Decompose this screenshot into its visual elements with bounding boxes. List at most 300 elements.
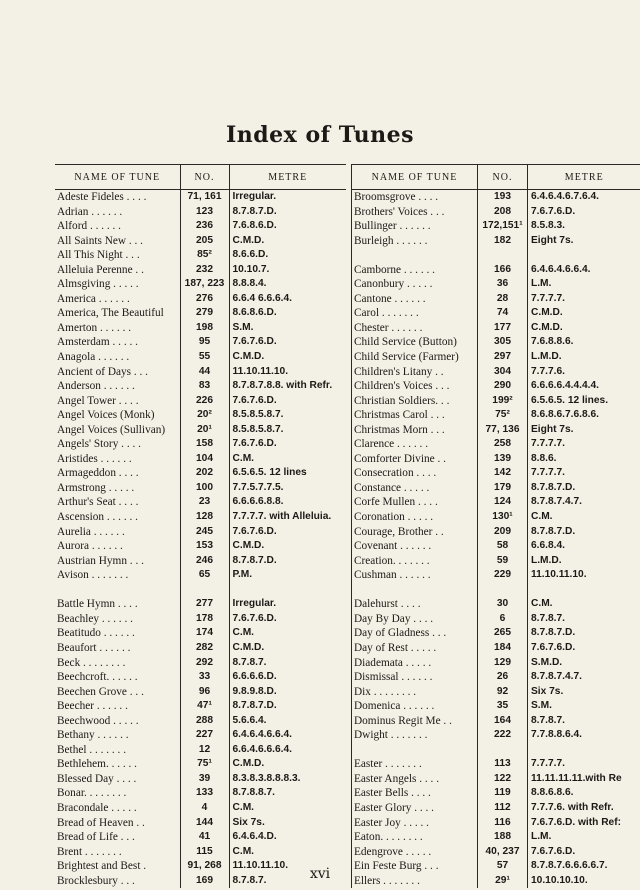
table-row — [55, 321, 346, 336]
tune-name: Canonbury . . . . . — [352, 277, 478, 292]
tune-number: 26 — [478, 670, 528, 685]
tune-metre: 7.7.7.7. — [528, 466, 640, 481]
tune-metre: 7.7.5.7.7.5. — [229, 481, 346, 496]
tune-number: 85² — [180, 248, 229, 263]
tune-metre: C.M. — [528, 510, 640, 525]
tune-metre: 6.6.8.4. — [528, 539, 640, 554]
table-row — [352, 510, 640, 525]
table-row — [352, 830, 640, 845]
tune-number: 74 — [478, 306, 528, 321]
tune-number: 184 — [478, 641, 528, 656]
table-row — [55, 685, 346, 700]
tune-number: 178 — [180, 612, 229, 627]
tune-metre: 8.7.8.7. — [229, 656, 346, 671]
table-row — [352, 656, 640, 671]
table-row — [352, 481, 640, 496]
tune-metre: 11.11.11.11.with Re — [528, 772, 640, 787]
tune-name: America . . . . . . — [57, 292, 130, 305]
tune-name: Camborne . . . . . . — [352, 263, 478, 278]
table-row — [55, 830, 346, 845]
tune-name: Arthur's Seat . . . . — [57, 496, 139, 509]
tune-name: Amsterdam . . . . . — [57, 336, 138, 349]
tune-number: 47¹ — [180, 699, 229, 714]
table-row — [55, 248, 346, 263]
tune-name: Chester . . . . . . — [352, 321, 478, 336]
tune-number: 169 — [180, 874, 229, 889]
tune-number: 304 — [478, 365, 528, 380]
tune-metre: 8.8.8.4. — [229, 277, 346, 292]
tune-number: 115 — [180, 845, 229, 860]
table-row — [352, 816, 640, 831]
tune-number: 227 — [180, 728, 229, 743]
table-row — [352, 568, 640, 583]
tune-name: Christian Soldiers. . . — [352, 394, 478, 409]
tune-metre: 8.7.8.7.D. — [229, 699, 346, 714]
table-row — [352, 641, 640, 656]
tune-metre — [229, 583, 346, 598]
tune-name: Aurelia . . . . . . — [57, 525, 125, 538]
tune-metre: C.M.D. — [229, 641, 346, 656]
tune-number: 33 — [180, 670, 229, 685]
tune-number: 39 — [180, 772, 229, 787]
tune-name: Christmas Carol . . . — [352, 408, 478, 423]
tune-name: Bullinger . . . . . . — [352, 219, 478, 234]
tune-metre — [528, 743, 640, 758]
tune-name: Beechen Grove . . . — [57, 685, 144, 698]
table-row — [55, 568, 346, 583]
tune-number: 129 — [478, 656, 528, 671]
tune-number: 44 — [180, 365, 229, 380]
tune-metre: 5.6.6.4. — [229, 714, 346, 729]
tune-number: 202 — [180, 466, 229, 481]
tune-table-right — [351, 164, 640, 888]
tune-name: Children's Voices . . . — [352, 379, 478, 394]
table-row — [55, 801, 346, 816]
tune-name: Ancient of Days . . . — [57, 365, 148, 378]
table-row — [55, 772, 346, 787]
tune-name: Adeste Fideles . . . . — [57, 191, 147, 203]
tune-name: Alford . . . . . . — [57, 220, 122, 233]
tune-metre: Six 7s. — [229, 816, 346, 831]
tune-name: Beaufort . . . . . . — [57, 641, 131, 654]
tune-number: 95 — [180, 335, 229, 350]
tune-name: Constance . . . . . — [352, 481, 478, 496]
table-row — [352, 845, 640, 860]
tune-metre: 8.7.8.7.8.8. with Refr. — [229, 379, 346, 394]
tune-metre: 8.7.8.7.D. — [528, 481, 640, 496]
tune-name: Ascension . . . . . . — [57, 511, 138, 524]
table-row — [352, 670, 640, 685]
table-row — [352, 365, 640, 380]
tune-metre: 8.7.8.7.D. — [229, 205, 346, 220]
tune-metre: C.M. — [229, 845, 346, 860]
tune-number: 282 — [180, 641, 229, 656]
tune-number: 164 — [478, 714, 528, 729]
table-row — [55, 597, 346, 612]
table-row — [55, 554, 346, 569]
table-row — [352, 335, 640, 350]
tune-name: Anagola . . . . . . — [57, 351, 130, 364]
tune-name: Easter Joy . . . . . — [352, 816, 478, 831]
tune-number: 75² — [478, 408, 528, 423]
table-row — [55, 728, 346, 743]
table-row — [55, 394, 346, 409]
table-row — [55, 234, 346, 249]
tune-number: 226 — [180, 394, 229, 409]
tune-name: Eaton. . . . . . . . — [352, 830, 478, 845]
table-row — [352, 728, 640, 743]
tune-list-right — [352, 190, 640, 889]
table-row — [55, 350, 346, 365]
tune-metre: C.M.D. — [528, 321, 640, 336]
tune-number — [180, 583, 229, 598]
tune-metre: 8.7.8.7. — [229, 874, 346, 889]
table-row — [55, 612, 346, 627]
tune-number: 100 — [180, 481, 229, 496]
tune-name: Dix . . . . . . . . — [352, 685, 478, 700]
tune-number: 258 — [478, 437, 528, 452]
tune-metre: 8.7.8.7.D. — [528, 525, 640, 540]
tune-name: Domenica . . . . . . — [352, 699, 478, 714]
tune-metre: 8.8.6. — [528, 452, 640, 467]
tune-name: Adrian . . . . . . — [57, 205, 123, 218]
tune-number: 130¹ — [478, 510, 528, 525]
table-row — [352, 525, 640, 540]
table-row — [352, 466, 640, 481]
tune-name: Brothers' Voices . . . — [352, 205, 478, 220]
table-row — [55, 190, 346, 205]
table-row — [352, 277, 640, 292]
table-row — [352, 597, 640, 612]
tune-name: Dismissal . . . . . . — [352, 670, 478, 685]
tune-metre: 7.6.8.8.6. — [528, 335, 640, 350]
tune-number: 77, 136 — [478, 423, 528, 438]
tune-number: 29¹ — [478, 874, 528, 889]
table-row — [352, 190, 640, 205]
tune-metre: C.M. — [229, 626, 346, 641]
table-row — [352, 583, 640, 598]
tune-name: Alleluia Perenne . . — [57, 263, 144, 276]
tune-number: 158 — [180, 437, 229, 452]
tune-name: Angel Voices (Monk) — [57, 409, 155, 422]
table-row — [55, 757, 346, 772]
tune-metre: 10.10.7. — [229, 263, 346, 278]
table-row — [55, 277, 346, 292]
table-row — [352, 292, 640, 307]
tune-number: 205 — [180, 234, 229, 249]
tune-name: Covenant . . . . . . — [352, 539, 478, 554]
page-title: Index of Tunes — [226, 122, 414, 148]
tune-metre: C.M.D. — [229, 350, 346, 365]
tune-name: Courage, Brother . . — [352, 525, 478, 540]
tune-number: 113 — [478, 757, 528, 772]
tune-name — [55, 583, 180, 598]
tune-name: Creation. . . . . . . — [352, 554, 478, 569]
tune-number: 177 — [478, 321, 528, 336]
tune-name: Ein Feste Burg . . . — [352, 859, 478, 874]
tune-number: 36 — [478, 277, 528, 292]
tune-name: Beatitudo . . . . . . — [57, 627, 135, 640]
tune-metre: 7.7.7.7. — [528, 757, 640, 772]
tune-metre: 8.7.8.7.D. — [229, 554, 346, 569]
tune-name: Day of Gladness . . . — [352, 626, 478, 641]
tune-metre: 8.7.8.7. — [528, 612, 640, 627]
page-number: xvi — [309, 866, 331, 882]
tune-name: Cantone . . . . . . — [352, 292, 478, 307]
tune-name: Easter Angels . . . . — [352, 772, 478, 787]
tune-name: Easter Glory . . . . — [352, 801, 478, 816]
tune-metre: 8.7.8.7.4.7. — [528, 670, 640, 685]
tune-number: 174 — [180, 626, 229, 641]
tune-number: 179 — [478, 481, 528, 496]
table-row — [55, 219, 346, 234]
tune-metre: 8.7.8.7.D. — [528, 626, 640, 641]
tune-metre: 7.6.7.6.D. — [229, 612, 346, 627]
tune-name: Burleigh . . . . . . — [352, 234, 478, 249]
tune-metre: 8.6.8.6.D. — [229, 306, 346, 321]
tune-name: Corfe Mullen . . . . — [352, 495, 478, 510]
tune-metre: 6.4.6.4.6.6.4. — [528, 263, 640, 278]
table-row — [55, 714, 346, 729]
table-row — [55, 408, 346, 423]
tune-metre: 8.7.8.7.4.7. — [528, 495, 640, 510]
tune-number: 208 — [478, 205, 528, 220]
tune-number: 229 — [478, 568, 528, 583]
tune-metre: 11.10.11.10. — [229, 859, 346, 874]
tune-number: 292 — [180, 656, 229, 671]
tune-metre: 8.8.6.8.6. — [528, 786, 640, 801]
table-row — [55, 510, 346, 525]
tune-number: 75¹ — [180, 757, 229, 772]
tune-metre: 8.7.8.7.6.6.6.6.7. — [528, 859, 640, 874]
tune-number: 133 — [180, 786, 229, 801]
tune-metre: 7.6.7.6.D. — [229, 335, 346, 350]
tune-metre: 11.10.11.10. — [528, 568, 640, 583]
tune-number: 28 — [478, 292, 528, 307]
tune-metre: 6.4.6.4.6.6.4. — [229, 728, 346, 743]
tune-metre: L.M.D. — [528, 350, 640, 365]
tune-name: Battle Hymn . . . . — [57, 598, 138, 611]
tune-metre: C.M.D. — [229, 234, 346, 249]
tune-table-left — [55, 164, 346, 888]
table-row — [352, 423, 640, 438]
tune-number: 236 — [180, 219, 229, 234]
tune-name: Bread of Life . . . — [57, 831, 135, 844]
table-row — [352, 219, 640, 234]
table-row — [352, 626, 640, 641]
header-metre: METRE — [528, 165, 640, 190]
tune-number: 245 — [180, 525, 229, 540]
table-row — [352, 743, 640, 758]
tune-name: Brocklesbury . . . — [57, 874, 135, 887]
tune-number: 279 — [180, 306, 229, 321]
tune-number: 59 — [478, 554, 528, 569]
table-row — [352, 306, 640, 321]
table-row — [55, 539, 346, 554]
tune-metre: S.M.D. — [528, 656, 640, 671]
table-row — [352, 408, 640, 423]
header-name: NAME OF TUNE — [352, 165, 478, 190]
table-row — [55, 292, 346, 307]
tune-name: Bracondale . . . . . — [57, 801, 137, 814]
tune-metre — [528, 248, 640, 263]
tune-name: Dwight . . . . . . . — [352, 728, 478, 743]
tune-name: Child Service (Farmer) — [352, 350, 478, 365]
table-row — [55, 525, 346, 540]
tune-name: Coronation . . . . . — [352, 510, 478, 525]
tune-number: 297 — [478, 350, 528, 365]
tune-name — [352, 583, 478, 598]
tune-metre: 7.7.7.6. — [528, 365, 640, 380]
tune-number: 20² — [180, 408, 229, 423]
tune-metre: S.M. — [528, 699, 640, 714]
tune-number: 193 — [478, 190, 528, 205]
tune-number: 290 — [478, 379, 528, 394]
tune-name: Blessed Day . . . . — [57, 772, 137, 785]
table-row — [352, 772, 640, 787]
tune-number: 305 — [478, 335, 528, 350]
tune-metre: 7.7.7.7. — [528, 292, 640, 307]
tune-metre: 9.8.9.8.D. — [229, 685, 346, 700]
tune-metre: C.M. — [528, 597, 640, 612]
table-row — [55, 335, 346, 350]
tune-metre: 7.7.7.7. with Alleluia. — [229, 510, 346, 525]
tune-name: Easter . . . . . . . — [352, 757, 478, 772]
table-row — [352, 554, 640, 569]
tune-metre: 7.7.7.6. with Refr. — [528, 801, 640, 816]
table-row — [55, 656, 346, 671]
tune-name: Carol . . . . . . . — [352, 306, 478, 321]
tune-number — [478, 743, 528, 758]
tune-name: Cushman . . . . . . — [352, 568, 478, 583]
table-row — [352, 685, 640, 700]
tune-number: 55 — [180, 350, 229, 365]
tune-metre: 8.3.8.3.8.8.8.3. — [229, 772, 346, 787]
tune-metre: 10.10.10.10. — [528, 874, 640, 889]
tune-name: Almsgiving . . . . . — [57, 278, 139, 291]
tune-name: Brightest and Best . — [57, 860, 147, 873]
tune-metre: 7.6.7.6.D. — [229, 394, 346, 409]
tune-metre: L.M. — [528, 830, 640, 845]
tune-metre: 6.6.6.6.4.4.4.4. — [528, 379, 640, 394]
tune-name: Bethlehem. . . . . . — [57, 758, 138, 771]
header-metre: METRE — [229, 165, 346, 190]
tune-metre: 7.7.7.7. — [528, 437, 640, 452]
tune-metre: 6.5.6.5. 12 lines. — [528, 394, 640, 409]
table-row — [352, 612, 640, 627]
tune-number: 124 — [478, 495, 528, 510]
tune-name — [352, 743, 478, 758]
tune-name: Beechwood . . . . . — [57, 714, 139, 727]
tune-number: 119 — [478, 786, 528, 801]
table-row — [55, 365, 346, 380]
tune-number: 12 — [180, 743, 229, 758]
table-row — [352, 757, 640, 772]
tune-number: 276 — [180, 292, 229, 307]
tune-metre: Eight 7s. — [528, 234, 640, 249]
tune-number: 35 — [478, 699, 528, 714]
table-row — [55, 423, 346, 438]
tune-metre: L.M.D. — [528, 554, 640, 569]
tune-metre: C.M.D. — [229, 539, 346, 554]
tune-number: 122 — [478, 772, 528, 787]
tune-number: 277 — [180, 597, 229, 612]
table-row — [55, 743, 346, 758]
tune-name: Day By Day . . . . — [352, 612, 478, 627]
tune-metre: P.M. — [229, 568, 346, 583]
tune-metre: 8.5.8.5.8.7. — [229, 423, 346, 438]
tune-name: Armstrong . . . . . — [57, 481, 135, 494]
tune-metre: 7.6.7.6.D. with Ref: — [528, 816, 640, 831]
table-row — [352, 248, 640, 263]
tune-metre: 6.5.6.5. 12 lines — [229, 466, 346, 481]
tune-number: 209 — [478, 525, 528, 540]
table-row — [55, 845, 346, 860]
table-row — [55, 641, 346, 656]
tune-metre: 8.5.8.3. — [528, 219, 640, 234]
tune-number: 222 — [478, 728, 528, 743]
tune-name: Brent . . . . . . . — [57, 845, 122, 858]
table-row — [55, 205, 346, 220]
tune-number: 246 — [180, 554, 229, 569]
tune-number: 144 — [180, 816, 229, 831]
tune-number: 265 — [478, 626, 528, 641]
tune-number: 91, 268 — [180, 859, 229, 874]
tune-metre: 8.6.6.D. — [229, 248, 346, 263]
tune-metre: 7.6.7.6.D. — [528, 641, 640, 656]
table-row — [55, 481, 346, 496]
tune-metre: Irregular. — [229, 597, 346, 612]
tune-number: 142 — [478, 466, 528, 481]
tune-name: Edengrove . . . . . — [352, 845, 478, 860]
tune-metre: C.M.D. — [229, 757, 346, 772]
tune-name: Christmas Morn . . . — [352, 423, 478, 438]
tune-name: Ellers . . . . . . . — [352, 874, 478, 889]
tune-metre: 7.7.8.8.6.4. — [528, 728, 640, 743]
table-row — [55, 670, 346, 685]
table-row — [352, 452, 640, 467]
tune-number: 232 — [180, 263, 229, 278]
table-row — [55, 626, 346, 641]
tune-metre: Six 7s. — [528, 685, 640, 700]
tune-number: 288 — [180, 714, 229, 729]
tune-name: Aristides . . . . . . — [57, 452, 132, 465]
tune-name: Clarence . . . . . . — [352, 437, 478, 452]
table-row — [55, 699, 346, 714]
tune-name: Angels' Story . . . . — [57, 438, 141, 451]
tune-name: Bonar. . . . . . . . — [57, 787, 127, 800]
table-row — [352, 437, 640, 452]
tune-name: Child Service (Button) — [352, 335, 478, 350]
tune-number: 23 — [180, 495, 229, 510]
table-row — [55, 786, 346, 801]
table-row — [55, 466, 346, 481]
table-row — [352, 495, 640, 510]
table-row — [352, 394, 640, 409]
tune-number: 116 — [478, 816, 528, 831]
table-row — [55, 816, 346, 831]
tune-name: Bethany . . . . . . — [57, 729, 129, 742]
tune-name: All This Night . . . — [57, 249, 140, 262]
tune-name: Beck . . . . . . . . — [57, 656, 126, 669]
tune-number — [478, 248, 528, 263]
tune-number: 41 — [180, 830, 229, 845]
tune-number: 92 — [478, 685, 528, 700]
table-row — [55, 379, 346, 394]
tune-number: 182 — [478, 234, 528, 249]
tune-name: Anderson . . . . . . — [57, 380, 135, 393]
tune-number: 30 — [478, 597, 528, 612]
